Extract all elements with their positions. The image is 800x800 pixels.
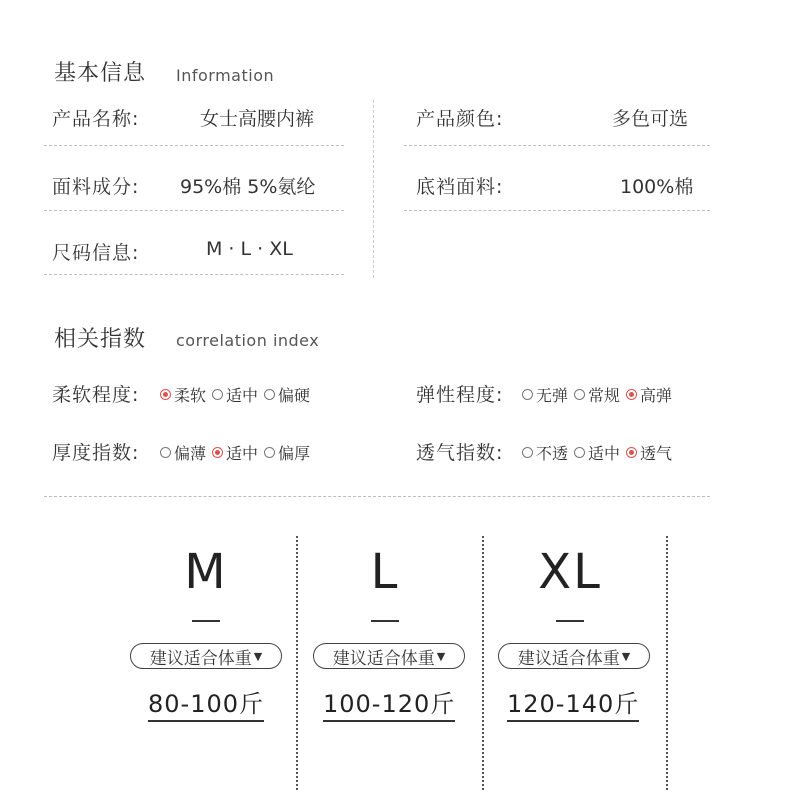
basic-info-subtitle: Information <box>176 66 275 85</box>
radio-icon <box>212 389 223 400</box>
radio-icon <box>264 389 275 400</box>
weight-range-l: 100-120斤 <box>323 684 455 722</box>
size-underline <box>192 620 220 622</box>
size-letter-l: L <box>370 544 400 600</box>
size-letter-m: M <box>184 544 228 600</box>
radio-selected-icon <box>626 389 637 400</box>
breathability-label: 透气指数: <box>416 442 504 464</box>
elasticity-options <box>522 383 678 406</box>
product-name-value: 女士高腰内裤 <box>200 108 315 130</box>
breathability-option-medium[interactable]: 适中 <box>574 441 620 464</box>
section-divider <box>44 496 710 497</box>
size-column-divider <box>482 536 484 790</box>
row-divider <box>44 145 344 146</box>
product-color-value: 多色可选 <box>612 108 689 130</box>
elasticity-option-normal[interactable]: 常规 <box>574 383 620 406</box>
radio-selected-icon <box>160 389 171 400</box>
index-title: 相关指数 <box>54 327 147 352</box>
basic-info-title: 基本信息 <box>54 61 147 86</box>
softness-option-medium[interactable]: 适中 <box>212 383 258 406</box>
radio-selected-icon <box>212 447 223 458</box>
product-color-label: 产品颜色: <box>416 108 504 130</box>
thickness-option-thick[interactable]: 偏厚 <box>264 441 310 464</box>
dropdown-triangle-icon: ▼ <box>253 649 263 663</box>
radio-icon <box>522 447 533 458</box>
size-column-divider <box>666 536 668 790</box>
weight-range-m: 80-100斤 <box>148 684 264 722</box>
row-divider <box>44 210 344 211</box>
breathability-option-none[interactable]: 不透 <box>522 441 568 464</box>
thickness-option-thin[interactable]: 偏薄 <box>160 441 206 464</box>
row-divider <box>44 274 344 275</box>
weight-recommend-pill[interactable]: 建议适合体重 ▼ <box>130 643 282 669</box>
breathability-options <box>522 441 678 464</box>
fabric-label: 面料成分: <box>52 176 140 198</box>
crotch-fabric-value: 100%棉 <box>620 176 694 198</box>
radio-icon <box>574 447 585 458</box>
weight-recommend-pill[interactable]: 建议适合体重 ▼ <box>313 643 465 669</box>
elasticity-option-none[interactable]: 无弹 <box>522 383 568 406</box>
size-column-divider <box>296 536 298 790</box>
elasticity-label: 弹性程度: <box>416 384 504 406</box>
radio-icon <box>522 389 533 400</box>
size-info-label: 尺码信息: <box>52 242 140 264</box>
radio-icon <box>574 389 585 400</box>
fabric-value: 95%棉 5%氨纶 <box>180 176 316 198</box>
thickness-options <box>160 441 316 464</box>
radio-icon <box>160 447 171 458</box>
size-underline <box>556 620 584 622</box>
crotch-fabric-label: 底裆面料: <box>416 176 504 198</box>
softness-option-hard[interactable]: 偏硬 <box>264 383 310 406</box>
weight-range-xl: 120-140斤 <box>507 684 639 722</box>
breathability-option-breathable[interactable]: 透气 <box>626 441 672 464</box>
thickness-label: 厚度指数: <box>52 442 140 464</box>
radio-selected-icon <box>626 447 637 458</box>
radio-icon <box>264 447 275 458</box>
elasticity-option-high[interactable]: 高弹 <box>626 383 672 406</box>
row-divider <box>404 210 710 211</box>
size-letter-xl: XL <box>538 544 602 600</box>
softness-option-soft[interactable]: 柔软 <box>160 383 206 406</box>
size-underline <box>371 620 399 622</box>
thickness-option-medium[interactable]: 适中 <box>212 441 258 464</box>
softness-options <box>160 383 316 406</box>
size-info-value: M · L · XL <box>206 238 293 260</box>
dropdown-triangle-icon: ▼ <box>621 649 631 663</box>
column-divider <box>373 100 374 278</box>
dropdown-triangle-icon: ▼ <box>436 649 446 663</box>
row-divider <box>404 145 710 146</box>
product-name-label: 产品名称: <box>52 108 140 130</box>
softness-label: 柔软程度: <box>52 384 140 406</box>
index-subtitle: correlation index <box>176 331 320 350</box>
weight-recommend-pill[interactable]: 建议适合体重 ▼ <box>498 643 650 669</box>
